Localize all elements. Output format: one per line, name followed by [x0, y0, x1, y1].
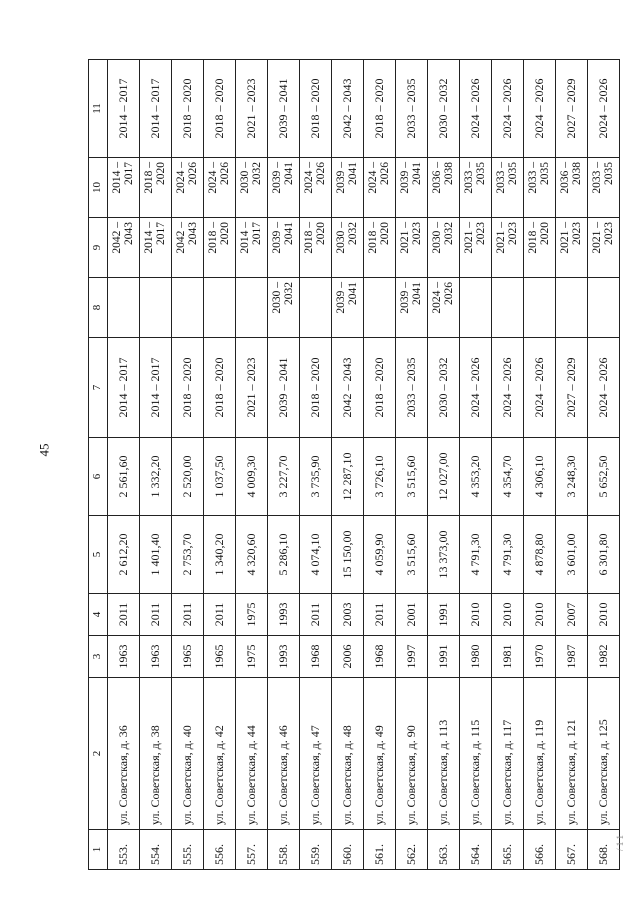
table-cell: 2010	[492, 594, 524, 636]
period-part: 2039 –	[399, 282, 411, 314]
period-part: 2018 –	[143, 162, 155, 194]
table-cell: 2021 – 2023	[236, 338, 268, 438]
period-part: 2030 –	[239, 162, 251, 194]
period-cell	[396, 278, 428, 338]
period-part: 2014 –	[111, 162, 123, 194]
period-cell	[204, 158, 236, 218]
period-part: 2042 –	[111, 222, 123, 254]
period-part: 2033 –	[495, 162, 507, 194]
period-part: 2020	[218, 222, 231, 245]
table-row	[204, 60, 236, 870]
period-part: 2023	[602, 222, 615, 245]
row-number-cell: 556.	[204, 830, 236, 870]
table-cell: 2018 – 2020	[204, 60, 236, 158]
table-cell: 2 612,20	[108, 516, 140, 594]
table-cell: 1965	[172, 636, 204, 678]
row-number-cell: 567.	[556, 830, 588, 870]
period-part: 2039 –	[335, 282, 347, 314]
table-body	[89, 60, 620, 870]
table-cell	[108, 278, 140, 338]
period-part: 2039 –	[399, 162, 411, 194]
period-part: 2021 –	[559, 222, 571, 254]
period-part: 2035	[506, 162, 519, 185]
period-part: 2014 –	[239, 222, 251, 254]
period-cell	[492, 158, 524, 218]
period-part: 2021 –	[463, 222, 475, 254]
period-part: 2035	[538, 162, 551, 185]
table-cell	[300, 278, 332, 338]
period-cell	[428, 278, 460, 338]
table-cell: 12 287,10	[332, 438, 364, 516]
table-row	[364, 60, 396, 870]
table-row	[460, 60, 492, 870]
period-cell	[236, 218, 268, 278]
period-part: 2032	[250, 162, 263, 185]
table-cell: 3 735,90	[300, 438, 332, 516]
period-part: 2018 –	[207, 222, 219, 254]
table-cell	[588, 278, 620, 338]
period-cell	[556, 158, 588, 218]
period-cell	[460, 218, 492, 278]
period-cell	[588, 218, 620, 278]
period-cell	[332, 158, 364, 218]
table-cell: 2 520,00	[172, 438, 204, 516]
table-cell: 1975	[236, 594, 268, 636]
period-cell	[268, 158, 300, 218]
table-cell: 2024 – 2026	[492, 60, 524, 158]
housing-repair-table	[88, 59, 620, 870]
table-cell: 1997	[396, 636, 428, 678]
table-cell: 15 150,00	[332, 516, 364, 594]
table-cell: 2 561,60	[108, 438, 140, 516]
address-cell: ул. Советская, д. 113	[428, 678, 460, 830]
table-cell: 3 248,30	[556, 438, 588, 516]
table-row	[236, 60, 268, 870]
table-cell: 2018 – 2020	[300, 338, 332, 438]
table-cell: 4 059,90	[364, 516, 396, 594]
table-cell	[172, 278, 204, 338]
table-cell: 1991	[428, 594, 460, 636]
period-cell	[300, 158, 332, 218]
table-cell: 2010	[588, 594, 620, 636]
table-cell: 2033 – 2035	[396, 60, 428, 158]
row-number-cell: 565.	[492, 830, 524, 870]
table-cell: 3 515,60	[396, 438, 428, 516]
period-cell	[524, 158, 556, 218]
period-part: 2026	[186, 162, 199, 185]
table-cell: 1982	[588, 636, 620, 678]
address-cell: ул. Советская, д. 48	[332, 678, 364, 830]
header-cell: 9	[89, 218, 108, 278]
address-cell: ул. Советская, д. 40	[172, 678, 204, 830]
table-cell: 2024 – 2026	[524, 60, 556, 158]
period-cell	[300, 218, 332, 278]
period-cell	[396, 158, 428, 218]
period-cell	[428, 218, 460, 278]
period-part: 2024 –	[367, 162, 379, 194]
table-cell: 1 401,40	[140, 516, 172, 594]
period-part: 2017	[154, 222, 167, 245]
table-cell: 1981	[492, 636, 524, 678]
table-cell: 13 373,00	[428, 516, 460, 594]
header-cell: 3	[89, 636, 108, 678]
period-part: 2041	[282, 162, 295, 185]
row-number-cell: 562.	[396, 830, 428, 870]
period-part: 2043	[186, 222, 199, 245]
period-cell	[364, 158, 396, 218]
table-cell: 2011	[364, 594, 396, 636]
table-cell: 2024 – 2026	[524, 338, 556, 438]
table-cell: 1970	[524, 636, 556, 678]
table-cell	[556, 278, 588, 338]
period-part: 2023	[506, 222, 519, 245]
period-part: 2041	[282, 222, 295, 245]
table-row	[268, 60, 300, 870]
table-row	[396, 60, 428, 870]
table-cell: 1968	[300, 636, 332, 678]
address-cell: ул. Советская, д. 44	[236, 678, 268, 830]
period-part: 2036 –	[431, 162, 443, 194]
table-cell: 6 301,80	[588, 516, 620, 594]
period-part: 2038	[442, 162, 455, 185]
table-cell: 2024 – 2026	[492, 338, 524, 438]
header-cell: 11	[89, 60, 108, 158]
table-cell: 2018 – 2020	[172, 338, 204, 438]
period-part: 2017	[250, 222, 263, 245]
header-cell: 8	[89, 278, 108, 338]
period-part: 2020	[538, 222, 551, 245]
period-cell	[364, 218, 396, 278]
table-cell	[236, 278, 268, 338]
period-part: 2033 –	[463, 162, 475, 194]
period-part: 2020	[378, 222, 391, 245]
table-cell: 1993	[268, 594, 300, 636]
table-cell: 2030 – 2032	[428, 338, 460, 438]
header-cell: 6	[89, 438, 108, 516]
table-cell: 2011	[204, 594, 236, 636]
table-cell	[140, 278, 172, 338]
table-cell: 2010	[460, 594, 492, 636]
table-cell	[460, 278, 492, 338]
table-cell: 2024 – 2026	[588, 60, 620, 158]
table-cell: 2018 – 2020	[204, 338, 236, 438]
table-cell: 1 037,50	[204, 438, 236, 516]
period-part: 2021 –	[495, 222, 507, 254]
table-cell: 1975	[236, 636, 268, 678]
period-part: 2023	[410, 222, 423, 245]
period-part: 2023	[474, 222, 487, 245]
table-cell: 2014 – 2017	[140, 60, 172, 158]
table-cell	[492, 278, 524, 338]
table-cell: 5 652,50	[588, 438, 620, 516]
address-cell: ул. Советская, д. 125	[588, 678, 620, 830]
period-part: 2026	[218, 162, 231, 185]
table-cell	[204, 278, 236, 338]
table-cell: 4 791,30	[460, 516, 492, 594]
table-cell: 1963	[140, 636, 172, 678]
table-cell: 3 227,70	[268, 438, 300, 516]
row-number-cell: 555.	[172, 830, 204, 870]
header-row	[89, 60, 108, 870]
table-cell: 2024 – 2026	[588, 338, 620, 438]
table-cell: 2027 – 2029	[556, 60, 588, 158]
row-number-cell: 560.	[332, 830, 364, 870]
period-part: 2024 –	[431, 282, 443, 314]
table-row	[332, 60, 364, 870]
table-row	[492, 60, 524, 870]
table-cell: 4 074,10	[300, 516, 332, 594]
period-cell	[108, 218, 140, 278]
period-cell	[204, 218, 236, 278]
period-part: 2026	[378, 162, 391, 185]
period-part: 2021 –	[591, 222, 603, 254]
period-part: 2024 –	[175, 162, 187, 194]
header-cell: 1	[89, 830, 108, 870]
table-cell: 4 354,70	[492, 438, 524, 516]
table-cell: 2033 – 2035	[396, 338, 428, 438]
period-part: 2030 –	[271, 282, 283, 314]
table-cell: 2039 – 2041	[268, 60, 300, 158]
address-cell: ул. Советская, д. 90	[396, 678, 428, 830]
period-part: 2018 –	[367, 222, 379, 254]
table-cell: 4 353,20	[460, 438, 492, 516]
table-cell: 12 027,00	[428, 438, 460, 516]
table-cell: 2007	[556, 594, 588, 636]
table-cell: 5 286,10	[268, 516, 300, 594]
table-cell: 1993	[268, 636, 300, 678]
period-part: 2041	[346, 162, 359, 185]
table-cell	[524, 278, 556, 338]
table-cell: 2001	[396, 594, 428, 636]
margin-stamp: / 1 1	[615, 834, 626, 852]
table-row	[108, 60, 140, 870]
table-cell: 2 753,70	[172, 516, 204, 594]
period-part: 2032	[282, 282, 295, 305]
period-cell	[588, 158, 620, 218]
period-part: 2024 –	[303, 162, 315, 194]
period-cell	[236, 158, 268, 218]
period-cell	[524, 218, 556, 278]
row-number-cell: 559.	[300, 830, 332, 870]
table-cell: 4 791,30	[492, 516, 524, 594]
table-cell: 2011	[300, 594, 332, 636]
period-part: 2020	[154, 162, 167, 185]
table-cell: 2006	[332, 636, 364, 678]
table-cell: 2039 – 2041	[268, 338, 300, 438]
table-cell: 2018 – 2020	[364, 338, 396, 438]
period-part: 2033 –	[527, 162, 539, 194]
period-part: 2039 –	[335, 162, 347, 194]
period-part: 2032	[346, 222, 359, 245]
table-cell: 2042 – 2043	[332, 60, 364, 158]
row-number-cell: 557.	[236, 830, 268, 870]
table-cell: 3 601,00	[556, 516, 588, 594]
table-cell: 2030 – 2032	[428, 60, 460, 158]
period-cell	[428, 158, 460, 218]
row-number-cell: 568.	[588, 830, 620, 870]
period-part: 2021 –	[399, 222, 411, 254]
row-number-cell: 566.	[524, 830, 556, 870]
row-number-cell: 563.	[428, 830, 460, 870]
row-number-cell: 564.	[460, 830, 492, 870]
header-cell: 10	[89, 158, 108, 218]
table-cell: 2021 – 2023	[236, 60, 268, 158]
table-cell: 2014 – 2017	[108, 60, 140, 158]
address-cell: ул. Советская, д. 38	[140, 678, 172, 830]
table-cell: 1 332,20	[140, 438, 172, 516]
address-cell: ул. Советская, д. 46	[268, 678, 300, 830]
address-cell: ул. Советская, д. 119	[524, 678, 556, 830]
period-part: 2035	[602, 162, 615, 185]
table-cell: 4 320,60	[236, 516, 268, 594]
period-cell	[556, 218, 588, 278]
table-cell: 4 306,10	[524, 438, 556, 516]
table-row	[428, 60, 460, 870]
address-cell: ул. Советская, д. 121	[556, 678, 588, 830]
table-cell: 2010	[524, 594, 556, 636]
table-cell: 2024 – 2026	[460, 338, 492, 438]
table-cell: 2018 – 2020	[172, 60, 204, 158]
period-part: 2041	[410, 162, 423, 185]
period-cell	[492, 218, 524, 278]
table-cell: 3 515,60	[396, 516, 428, 594]
period-cell	[460, 158, 492, 218]
period-part: 2039 –	[271, 222, 283, 254]
table-cell: 1980	[460, 636, 492, 678]
period-part: 2043	[122, 222, 135, 245]
table-cell: 1991	[428, 636, 460, 678]
table-cell: 4 878,80	[524, 516, 556, 594]
period-part: 2018 –	[303, 222, 315, 254]
period-part: 2026	[442, 282, 455, 305]
address-cell: ул. Советская, д. 115	[460, 678, 492, 830]
period-part: 2018 –	[527, 222, 539, 254]
period-part: 2033 –	[591, 162, 603, 194]
table-cell: 2024 – 2026	[460, 60, 492, 158]
header-cell: 7	[89, 338, 108, 438]
table-row	[300, 60, 332, 870]
table-cell: 2018 – 2020	[300, 60, 332, 158]
table-cell: 2003	[332, 594, 364, 636]
table-cell: 2011	[172, 594, 204, 636]
address-cell: ул. Советская, д. 49	[364, 678, 396, 830]
period-cell	[396, 218, 428, 278]
period-cell	[332, 218, 364, 278]
table-cell: 3 726,10	[364, 438, 396, 516]
period-cell	[268, 218, 300, 278]
period-part: 2014 –	[143, 222, 155, 254]
table-cell: 1965	[204, 636, 236, 678]
period-part: 2036 –	[559, 162, 571, 194]
table-cell: 2011	[108, 594, 140, 636]
period-cell	[172, 158, 204, 218]
rotated-table-wrapper	[88, 60, 620, 870]
row-number-cell: 558.	[268, 830, 300, 870]
table-row	[172, 60, 204, 870]
table-cell: 2011	[140, 594, 172, 636]
period-part: 2039 –	[271, 162, 283, 194]
table-cell	[364, 278, 396, 338]
period-part: 2035	[474, 162, 487, 185]
table-cell: 4 009,30	[236, 438, 268, 516]
table-cell: 1963	[108, 636, 140, 678]
row-number-cell: 561.	[364, 830, 396, 870]
period-part: 2020	[314, 222, 327, 245]
header-cell: 5	[89, 516, 108, 594]
period-part: 2017	[122, 162, 135, 185]
period-part: 2041	[410, 282, 423, 305]
address-cell: ул. Советская, д. 36	[108, 678, 140, 830]
period-part: 2038	[570, 162, 583, 185]
address-cell: ул. Советская, д. 47	[300, 678, 332, 830]
period-cell	[140, 158, 172, 218]
page-number: 45	[36, 443, 52, 457]
table-cell: 2042 – 2043	[332, 338, 364, 438]
table-cell: 1 340,20	[204, 516, 236, 594]
table-cell: 1968	[364, 636, 396, 678]
period-cell	[268, 278, 300, 338]
period-part: 2024 –	[207, 162, 219, 194]
period-part: 2032	[442, 222, 455, 245]
period-part: 2026	[314, 162, 327, 185]
table-cell: 2014 – 2017	[108, 338, 140, 438]
table-cell: 1987	[556, 636, 588, 678]
header-cell: 2	[89, 678, 108, 830]
table-row	[588, 60, 620, 870]
row-number-cell: 553.	[108, 830, 140, 870]
table-row	[556, 60, 588, 870]
period-cell	[332, 278, 364, 338]
period-part: 2041	[346, 282, 359, 305]
address-cell: ул. Советская, д. 117	[492, 678, 524, 830]
period-part: 2042 –	[175, 222, 187, 254]
table-row	[140, 60, 172, 870]
period-cell	[108, 158, 140, 218]
row-number-cell: 554.	[140, 830, 172, 870]
period-cell	[172, 218, 204, 278]
period-part: 2030 –	[335, 222, 347, 254]
table-cell: 2014 – 2017	[140, 338, 172, 438]
table-row	[524, 60, 556, 870]
period-part: 2023	[570, 222, 583, 245]
period-part: 2030 –	[431, 222, 443, 254]
period-cell	[140, 218, 172, 278]
header-cell: 4	[89, 594, 108, 636]
address-cell: ул. Советская, д. 42	[204, 678, 236, 830]
table-cell: 2018 – 2020	[364, 60, 396, 158]
table-cell: 2027 – 2029	[556, 338, 588, 438]
